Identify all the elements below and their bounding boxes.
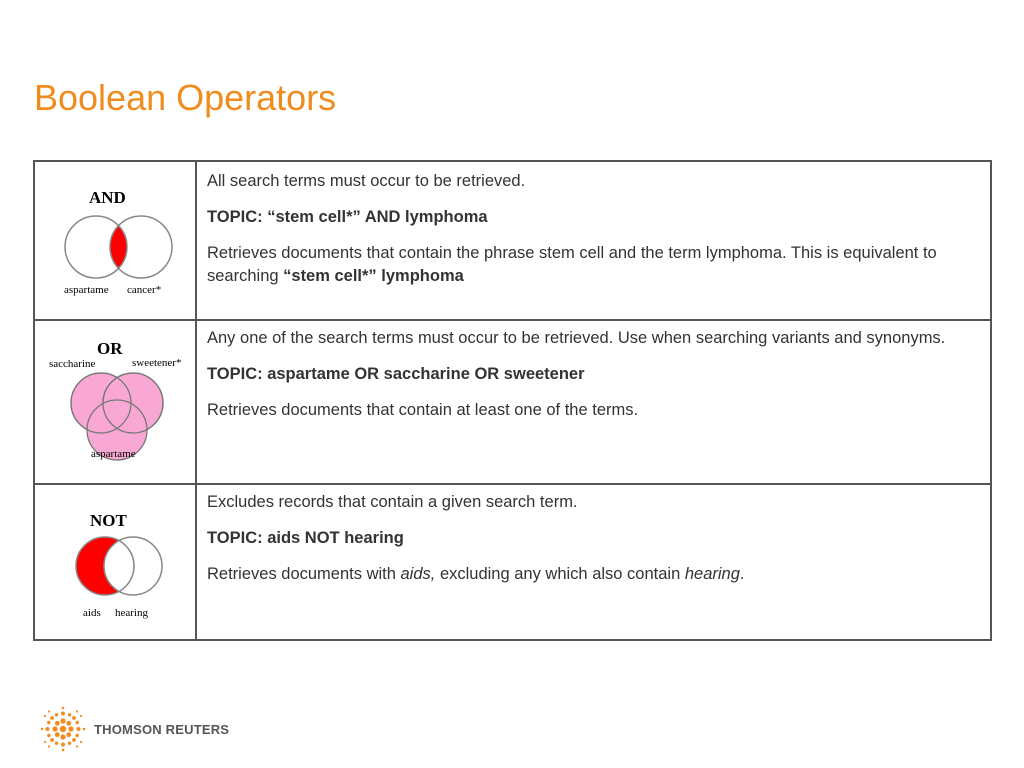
or-text-cell bbox=[207, 327, 976, 435]
and-result-text: Retrieves documents that contain the phrase stem cell and the term lymphoma. This is equivalent to searching bbox=[207, 244, 937, 285]
and-row bbox=[35, 162, 990, 321]
or-diagram-cell bbox=[35, 319, 197, 483]
not-venn-diagram bbox=[35, 535, 197, 635]
not-label-hearing: hearing bbox=[115, 607, 148, 619]
and-diagram-title: AND bbox=[89, 188, 126, 207]
and-venn-diagram bbox=[35, 210, 197, 310]
and-description: All search terms must occur to be retrieved. bbox=[207, 172, 526, 190]
and-result bbox=[207, 242, 976, 288]
not-topic: TOPIC: aids NOT hearing bbox=[207, 529, 404, 547]
and-text-cell bbox=[207, 170, 976, 301]
not-diagram-cell bbox=[35, 483, 197, 641]
or-label-aspartame: aspartame bbox=[91, 448, 136, 460]
logo-wordmark: THOMSON REUTERS bbox=[94, 721, 230, 737]
or-label-saccharine: saccharine bbox=[49, 358, 96, 370]
and-result-query: “stem cell*” lymphoma bbox=[283, 267, 464, 285]
not-label-aids: aids bbox=[83, 607, 101, 619]
not-diagram-title: NOT bbox=[90, 511, 127, 530]
or-description: Any one of the search terms must occur to be retrieved. Use when searching variants and synonyms. bbox=[207, 329, 946, 347]
not-result-suffix: . bbox=[739, 565, 745, 583]
or-diagram-title: OR bbox=[97, 339, 123, 358]
not-result-term-hearing: hearing bbox=[684, 565, 740, 583]
or-result: Retrieves documents that contain at least one of the terms. bbox=[207, 401, 639, 419]
and-diagram-cell bbox=[35, 162, 197, 319]
slide-title: Boolean Operators bbox=[34, 77, 337, 118]
not-result-middle: excluding any which also contain bbox=[435, 565, 685, 583]
or-label-sweetener: sweetener* bbox=[132, 357, 182, 369]
not-description: Excludes records that contain a given search term. bbox=[207, 493, 578, 511]
or-row bbox=[35, 319, 990, 485]
thomson-reuters-logo bbox=[40, 706, 229, 752]
or-topic: TOPIC: aspartame OR saccharine OR sweetener bbox=[207, 365, 585, 383]
not-row bbox=[35, 483, 990, 641]
not-result-term-aids: aids, bbox=[400, 565, 436, 583]
not-result-prefix: Retrieves documents with bbox=[207, 565, 401, 583]
thomson-reuters-dotted-sphere-icon bbox=[40, 706, 86, 752]
boolean-operators-table bbox=[33, 160, 992, 641]
and-label-aspartame: aspartame bbox=[64, 284, 109, 296]
and-topic: TOPIC: “stem cell*” AND lymphoma bbox=[207, 208, 488, 226]
not-text-cell bbox=[207, 491, 976, 599]
not-result bbox=[207, 563, 976, 586]
and-label-cancer: cancer* bbox=[127, 284, 162, 296]
